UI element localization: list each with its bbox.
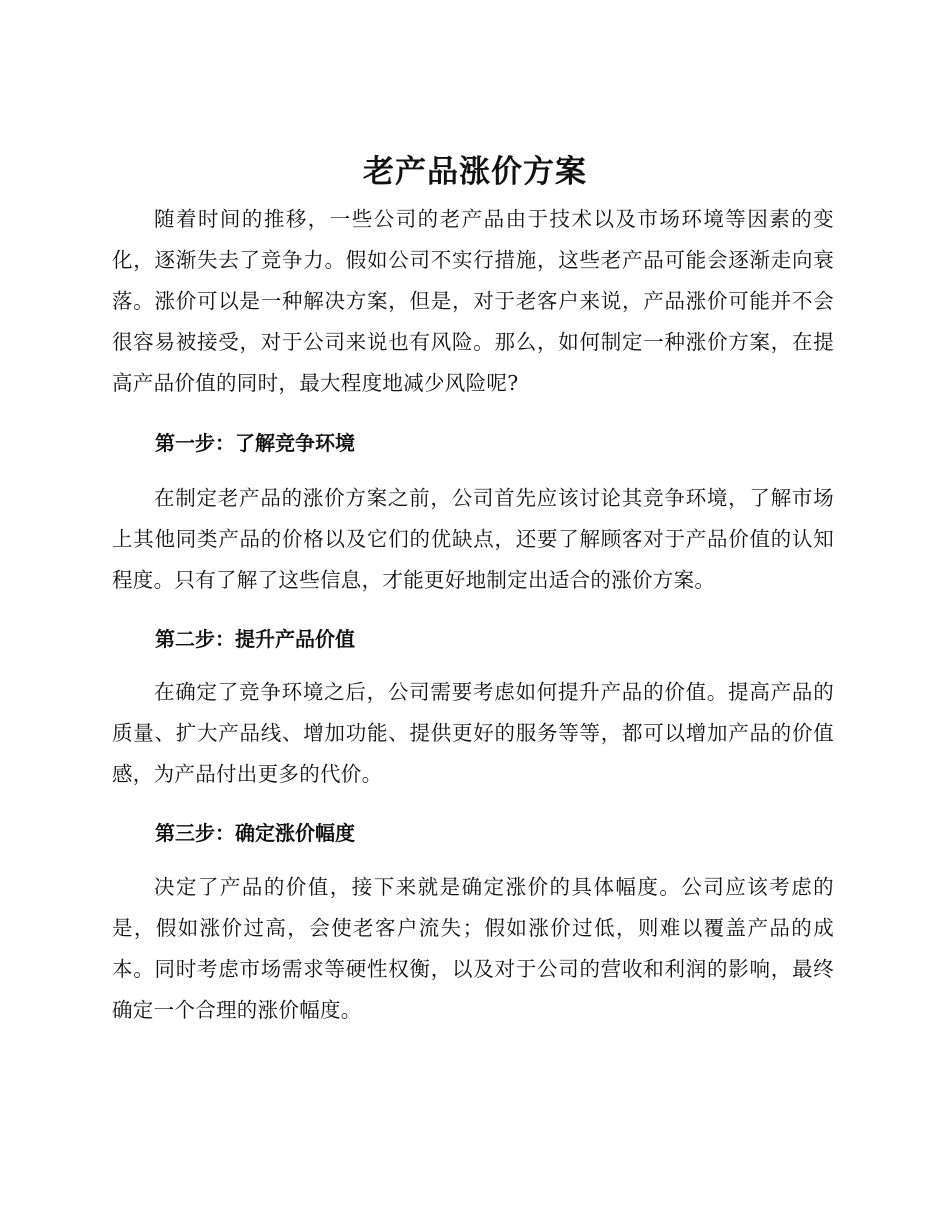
section-heading-step-2: 第二步：提升产品价值	[155, 627, 355, 651]
document-title: 老产品涨价方案	[363, 154, 587, 190]
section-body-step-1: 在制定老产品的涨价方案之前，公司首先应该讨论其竞争环境，了解市场上其他同类产品的价格以及它们的优缺点，还要了解顾客对于产品价值的认知程度。只有了解了这些信息，才能更好地制定出适合的涨价方案。	[112, 486, 834, 592]
section-heading-step-3: 第三步：确定涨价幅度	[155, 821, 355, 845]
section-body-step-3: 决定了产品的价值，接下来就是确定涨价的具体幅度。公司应该考虑的是，假如涨价过高，会使老客户流失；假如涨价过低，则难以覆盖产品的成本。同时考虑市场需求等硬性权衡，以及对于公司的营收和利润的影响，最终确定一个合理的涨价幅度。	[112, 875, 834, 1022]
intro-paragraph: 随着时间的推移，一些公司的老产品由于技术以及市场环境等因素的变化，逐渐失去了竞争力。假如公司不实行措施，这些老产品可能会逐渐走向衰落。涨价可以是一种解决方案，但是，对于老客户来说，产品涨价可能并不会很容易被接受，对于公司来说也有风险。那么，如何制定一种涨价方案，在提高产品价值的同时，最大程度地减少风险呢?	[112, 207, 834, 395]
section-heading-step-1: 第一步：了解竞争环境	[155, 431, 355, 455]
section-body-step-2: 在确定了竞争环境之后，公司需要考虑如何提升产品的价值。提高产品的质量、扩大产品线、增加功能、提供更好的服务等等，都可以增加产品的价值感，为产品付出更多的代价。	[112, 680, 834, 786]
